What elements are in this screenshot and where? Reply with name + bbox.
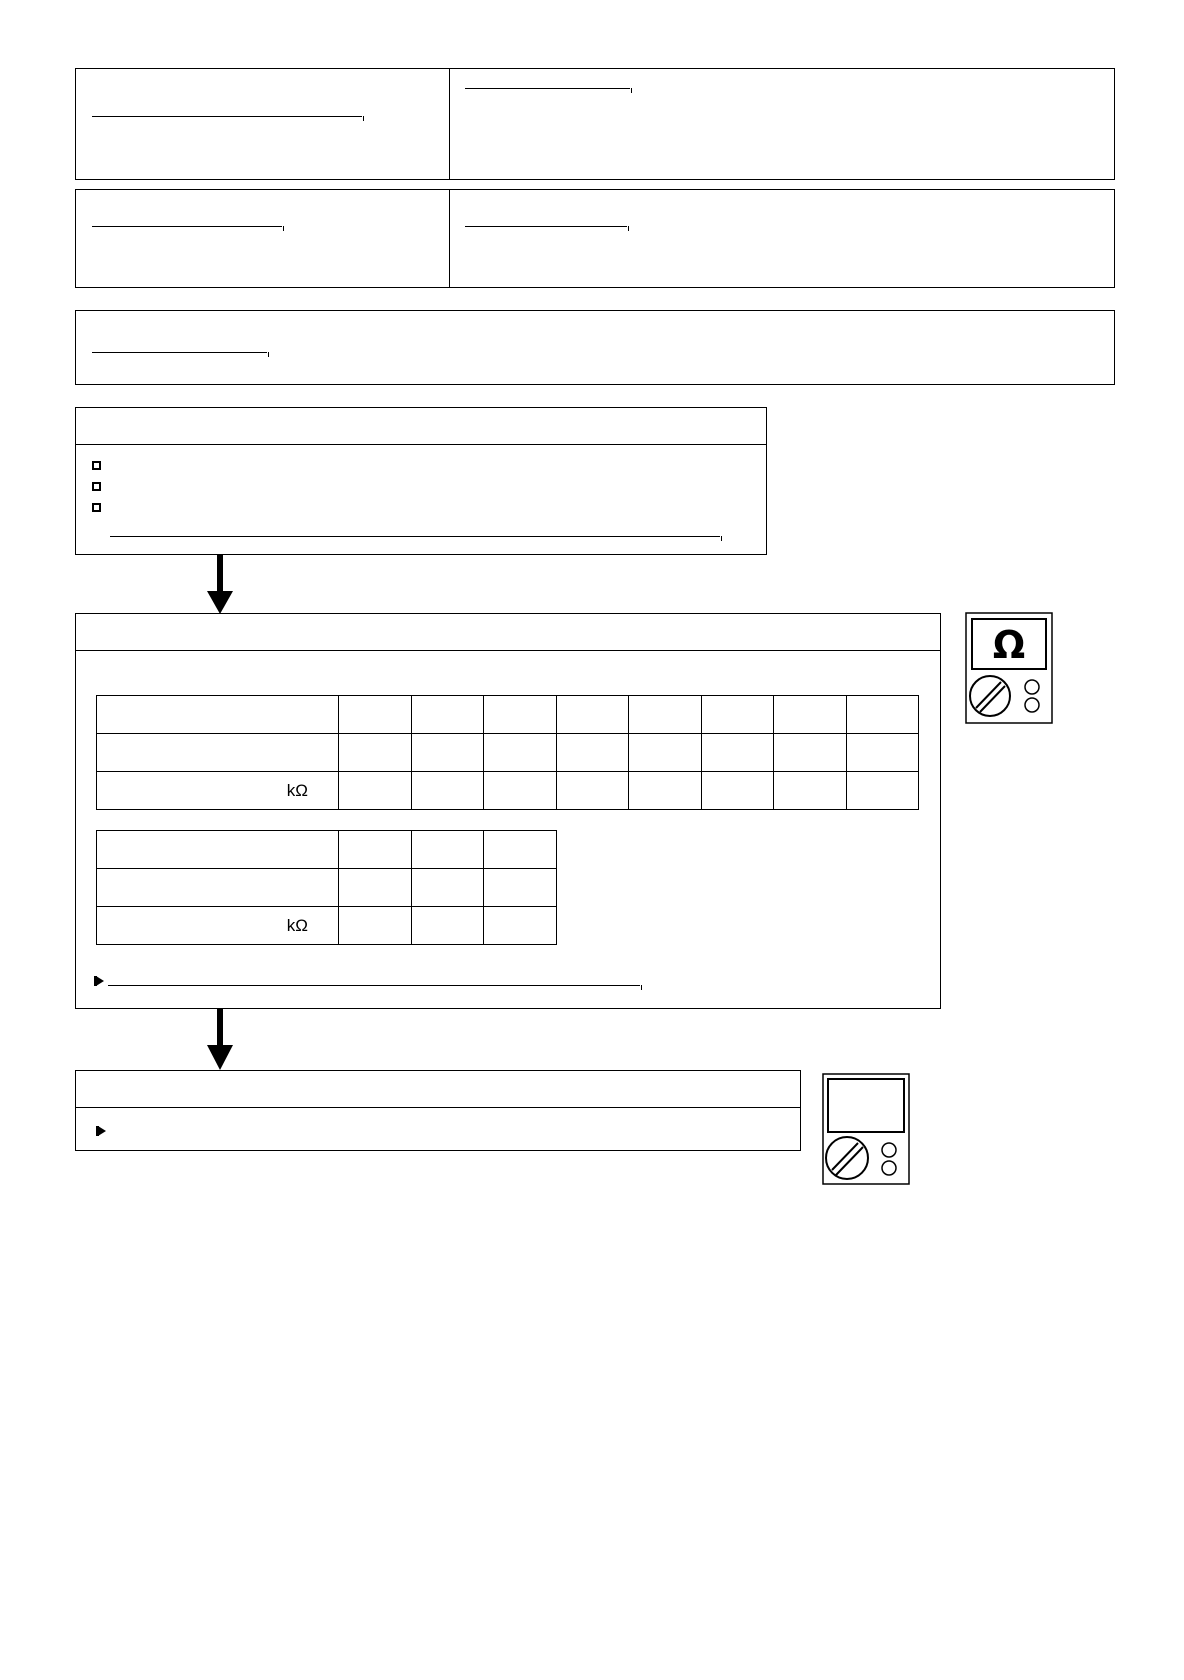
info-row-1-left-line [92,116,362,117]
resistance-unit-label-secondary: kΩ [97,907,339,945]
multimeter-icon [822,1073,910,1185]
flow-arrow-down-icon [205,555,235,615]
table-row [97,696,919,734]
table-row [97,772,919,810]
ohmmeter-icon [965,612,1053,724]
table-row [97,734,919,772]
info-row-2-left-line [92,226,282,227]
ohm-symbol: Ω [992,623,1026,667]
final-step-box [75,1070,801,1151]
checklist-footer-line [110,536,720,537]
table-row [97,907,557,945]
checkbox-3[interactable] [92,503,101,512]
checklist-box [75,407,767,555]
resistance-table-secondary [96,830,557,945]
table-row [97,869,557,907]
resistance-table-main [96,695,919,810]
checkbox-1[interactable] [92,461,101,470]
info-row-3-line [92,352,267,353]
info-row-1-right-line [465,88,630,89]
checkbox-2[interactable] [92,482,101,491]
info-row-2-right-line [465,226,627,227]
info-row-2 [75,189,1115,288]
resistance-check-box [75,613,941,1009]
final-bullet-icon [98,1126,106,1136]
resistance-unit-label: kΩ [97,772,339,810]
note-bullet-icon [96,976,104,986]
resistance-note-line [108,985,640,986]
info-row-3 [75,310,1115,385]
table-row [97,831,557,869]
flow-arrow-down-icon [205,1009,235,1071]
info-row-1 [75,68,1115,180]
